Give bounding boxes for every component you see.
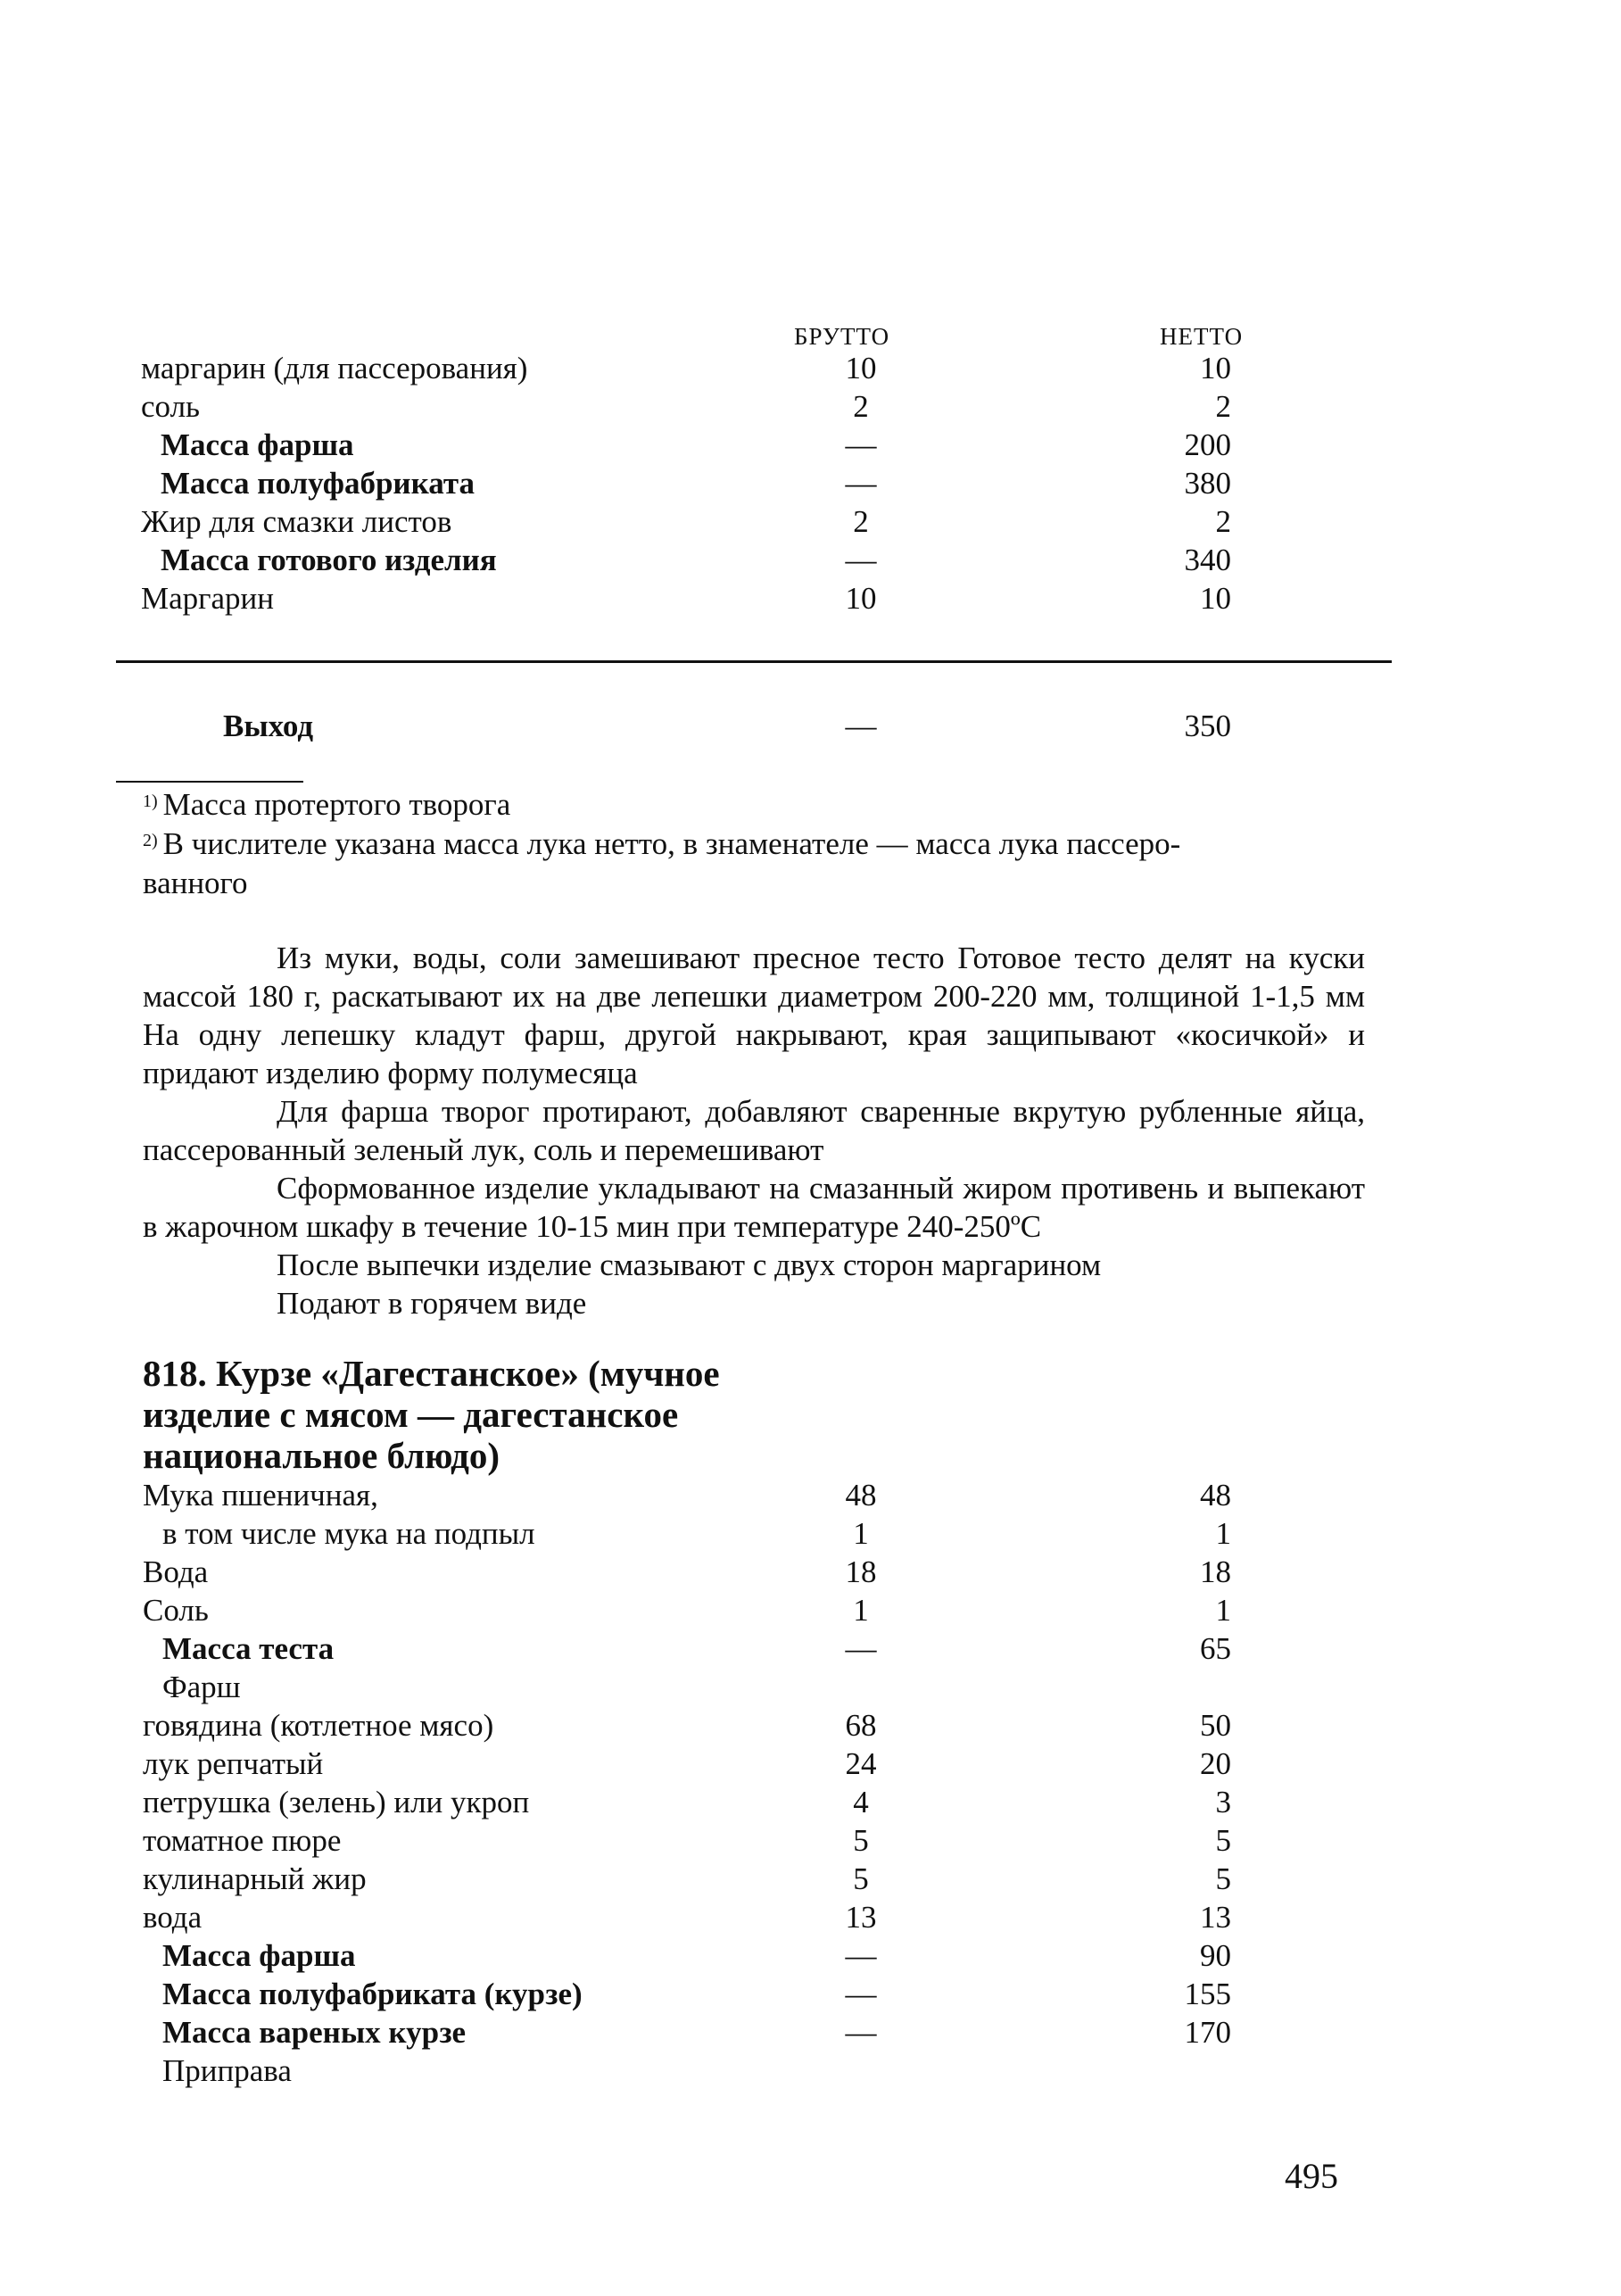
table-row [0,349,1621,388]
ingredient-name: Масса вареных курзе [162,2015,467,2050]
netto-value: 10 [1200,581,1231,616]
table-row [0,1745,1621,1784]
netto-value: 18 [1200,1554,1231,1589]
ingredient-name: соль [141,389,201,424]
footnote-2 [143,825,1374,864]
table-row [0,502,1621,542]
ingredient-name: Фарш [162,1670,241,1704]
netto-value: 200 [1184,427,1231,462]
table-row [0,1514,1621,1554]
netto-value: 90 [1200,1938,1231,1973]
table-row [0,1783,1621,1822]
ingredient-name: Соль [143,1593,209,1628]
footnote-text: Масса протертого творога [162,787,511,822]
ingredient-name: в том числе мука на подпыл [162,1516,535,1551]
netto-value: 380 [1184,466,1231,501]
netto-value: 50 [1200,1708,1231,1743]
ingredient-name: Мука пшеничная, [143,1478,378,1513]
ingredient-name: Масса полуфабриката [161,466,475,501]
ingredient-name: лук репчатый [143,1746,324,1781]
brutto-value: 4 [853,1785,869,1819]
brutto-value: 2 [853,504,869,539]
brutto-value: 1 [853,1593,869,1628]
footnote-text: В числителе указана масса лука нетто, в знаменателе — масса лука пассеро- [162,826,1181,861]
brutto-value: 2 [853,389,869,424]
footnote-mark: 1) [143,792,158,811]
ingredient-name: Вода [143,1554,209,1589]
table-row [0,426,1621,465]
ingredient-name: Масса теста [162,1631,335,1666]
footnote-divider [116,781,303,783]
netto-value: 2 [1215,389,1231,424]
netto-value: 170 [1184,2015,1231,2050]
brutto-value: — [845,1631,877,1666]
netto-value: 65 [1200,1631,1231,1666]
ingredient-name: томатное пюре [143,1823,342,1858]
brutto-value: 10 [845,351,877,385]
ingredient-name: Маргарин [141,581,275,616]
table-row [0,1591,1621,1630]
ingredient-name: кулинарный жир [143,1861,367,1896]
netto-value: 1 [1215,1516,1231,1551]
table-row [0,1476,1621,1515]
brutto-value: — [845,543,877,577]
instruction-paragraph: Сформованное изделие укладывают на смазанный жиром противень и выпекают в жарочном шкафу в течение 10-15 мин при температуре 240-250ºС [143,1171,1365,1244]
netto-value: 48 [1200,1478,1231,1513]
table-row [0,1668,1621,1707]
netto-value: 5 [1215,1861,1231,1896]
recipe-title-line: 818. Курзе «Дагестанское» (мучное [143,1353,720,1394]
ingredient-name: Масса готового изделия [161,543,497,577]
brutto-value: — [845,427,877,462]
brutto-value: — [845,1938,877,1973]
table-row [0,464,1621,503]
instruction-paragraph: После выпечки изделие смазывают с двух сторон маргарином [277,1247,1102,1282]
footnote-1 [143,785,1374,825]
brutto-value: — [845,709,877,743]
instruction-paragraph: Из муки, воды, соли замешивают пресное тесто Готовое тесто делят на куски массой 180 г, раскатывают их на две лепешки диаметром 200-220 мм, толщиной 1-1,5 мм На одну лепешку кладут фарш, другой накрывают, края защипывают «косичкой» и придают изделию форму полумесяца [143,941,1365,1090]
recipe-title-line: изделие с мясом — дагестанское [143,1394,679,1435]
ingredient-name: Масса полуфабриката (курзе) [162,1977,583,2011]
ingredient-name: говядина (котлетное мясо) [143,1708,494,1743]
netto-value: 155 [1184,1977,1231,2011]
brutto-value: 10 [845,581,877,616]
yield-row [0,707,1621,746]
table-divider [116,660,1392,663]
netto-value: 2 [1215,504,1231,539]
ingredient-name: Масса фарша [162,1938,356,1973]
netto-value: 350 [1184,709,1231,743]
footnote-mark: 2) [143,831,158,850]
recipe-title-line: национальное блюдо) [143,1435,500,1476]
netto-value: 5 [1215,1823,1231,1858]
brutto-value: 24 [845,1746,877,1781]
table-row [0,541,1621,580]
yield-label: Выход [223,709,314,743]
netto-value: 1 [1215,1593,1231,1628]
brutto-value: — [845,1977,877,2011]
table-row [0,387,1621,427]
ingredient-name: Приправа [162,2053,292,2088]
table-row [0,1860,1621,1899]
table-row [0,1898,1621,1937]
footnote-2-continuation: ванного [143,866,248,900]
column-header-brutto: БРУТТО [794,323,890,350]
brutto-value: — [845,466,877,501]
netto-value: 20 [1200,1746,1231,1781]
ingredient-name: маргарин (для пассерования) [141,351,528,385]
brutto-value: — [845,2015,877,2050]
table-row [0,1821,1621,1861]
table-row [0,1553,1621,1592]
brutto-value: 48 [845,1478,877,1513]
ingredient-name: Жир для смазки листов [141,504,452,539]
ingredient-name: вода [143,1900,203,1935]
instruction-paragraph: Подают в горячем виде [277,1286,587,1321]
netto-value: 340 [1184,543,1231,577]
table-row [0,1936,1621,1976]
column-header-netto: НЕТТО [1160,323,1244,350]
brutto-value: 18 [845,1554,877,1589]
table-row [0,2051,1621,2091]
table-row [0,2013,1621,2052]
netto-value: 3 [1215,1785,1231,1819]
brutto-value: 13 [845,1900,877,1935]
netto-value: 10 [1200,351,1231,385]
page-number: 495 [1285,2156,1338,2196]
brutto-value: 1 [853,1516,869,1551]
ingredient-name: Масса фарша [161,427,354,462]
table-row [0,1629,1621,1669]
ingredient-name: петрушка (зелень) или укроп [143,1785,530,1819]
brutto-value: 5 [853,1823,869,1858]
table-row [0,1706,1621,1745]
table-row [0,579,1621,618]
brutto-value: 5 [853,1861,869,1896]
table-row [0,1975,1621,2014]
instruction-paragraph: Для фарша творог протирают, добавляют сваренные вкрутую рубленные яйца, пассерованный зеленый лук, соль и перемешивают [143,1094,1365,1167]
brutto-value: 68 [845,1708,877,1743]
netto-value: 13 [1200,1900,1231,1935]
